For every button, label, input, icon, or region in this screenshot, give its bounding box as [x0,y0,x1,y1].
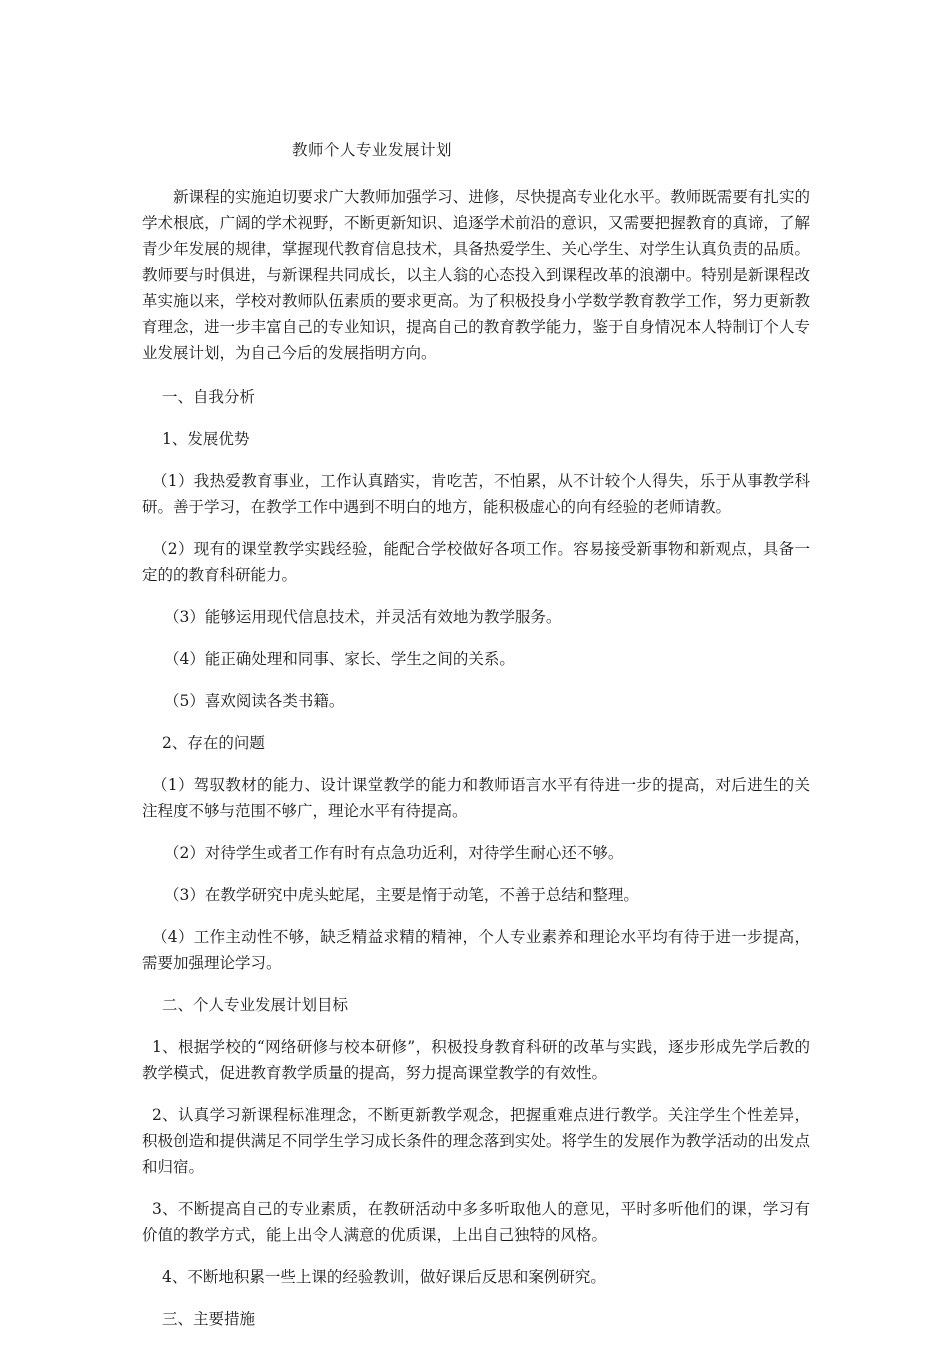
section-heading-measures: 三、主要措施 [162,1310,256,1328]
subheading-strengths: 1、发展优势 [162,430,250,448]
goal-item-1: 1、根据学校的“网络研修与校本研修”，积极投身教育科研的改革与实践，逐步形成先学后教的教学模式，促进教育教学质量的提高，努力提高课堂教学的有效性。 [142,1038,810,1082]
document-title: 教师个人专业发展计划 [292,141,453,159]
problem-item-1: （1）驾驭教材的能力、设计课堂教学的能力和教师语言水平有待进一步的提高，对后进生的关注程度不够与范围不够广，理论水平有待提高。 [142,776,810,820]
intro-paragraph: 新课程的实施迫切要求广大教师加强学习、进修，尽快提高专业化水平。教师既需要有扎实的学术根底，广阔的学术视野，不断更新知识、追逐学术前沿的意识，又需要把握教育的真谛，了解青少年发展的规律，掌握现代教育信息技术，具备热爱学生、关心学生、对学生认真负责的品质。教师要与时俱进，与新课程共同成长，以主人翁的心态投入到课程改革的浪潮中。特别是新课程改革实施以来，学校对教师队伍素质的要求更高。为了积极投身小学数学教育教学工作，努力更新教育理念，进一步丰富自己的专业知识，提高自己的教育教学能力，鉴于自身情况本人特制订个人专业发展计划，为自己今后的发展指明方向。 [142,188,810,362]
strength-item-5: （5）喜欢阅读各类书籍。 [164,692,345,710]
goal-item-3: 3、不断提高自己的专业素质，在教研活动中多多听取他人的意见，平时多听他们的课，学习有价值的教学方式，能上出令人满意的优质课，上出自己独特的风格。 [142,1200,810,1244]
strength-item-1: （1）我热爱教育事业，工作认真踏实，肯吃苦，不怕累，从不计较个人得失，乐于从事教学科研。善于学习，在教学工作中遇到不明白的地方，能积极虚心的向有经验的老师请教。 [142,472,810,516]
strength-item-3: （3）能够运用现代信息技术，并灵活有效地为教学服务。 [164,608,562,626]
problem-item-3: （3）在教学研究中虎头蛇尾，主要是惰于动笔，不善于总结和整理。 [164,886,639,904]
section-heading-self-analysis: 一、自我分析 [162,388,256,406]
document-page [142,136,810,1348]
subheading-problems: 2、存在的问题 [162,734,265,752]
problem-item-2: （2）对待学生或者工作有时有点急功近利，对待学生耐心还不够。 [164,844,624,862]
goal-item-2: 2、认真学习新课程标准理念，不断更新教学观念，把握重难点进行教学。关注学生个性差异，积极创造和提供满足不同学生学习成长条件的理念落到实处。将学生的发展作为教学活动的出发点和归宿。 [142,1106,810,1176]
problem-item-4: （4）工作主动性不够，缺乏精益求精的精神，个人专业素养和理论水平均有待于进一步提高，需要加强理论学习。 [142,928,810,972]
strength-item-2: （2）现有的课堂教学实践经验，能配合学校做好各项工作。容易接受新事物和新观点，具备一定的的教育科研能力。 [142,540,810,584]
strength-item-4: （4）能正确处理和同事、家长、学生之间的关系。 [164,650,515,668]
section-heading-goals: 二、个人专业发展计划目标 [162,996,349,1014]
goal-item-4: 4、不断地积累一些上课的经验教训，做好课后反思和案例研究。 [162,1268,606,1286]
